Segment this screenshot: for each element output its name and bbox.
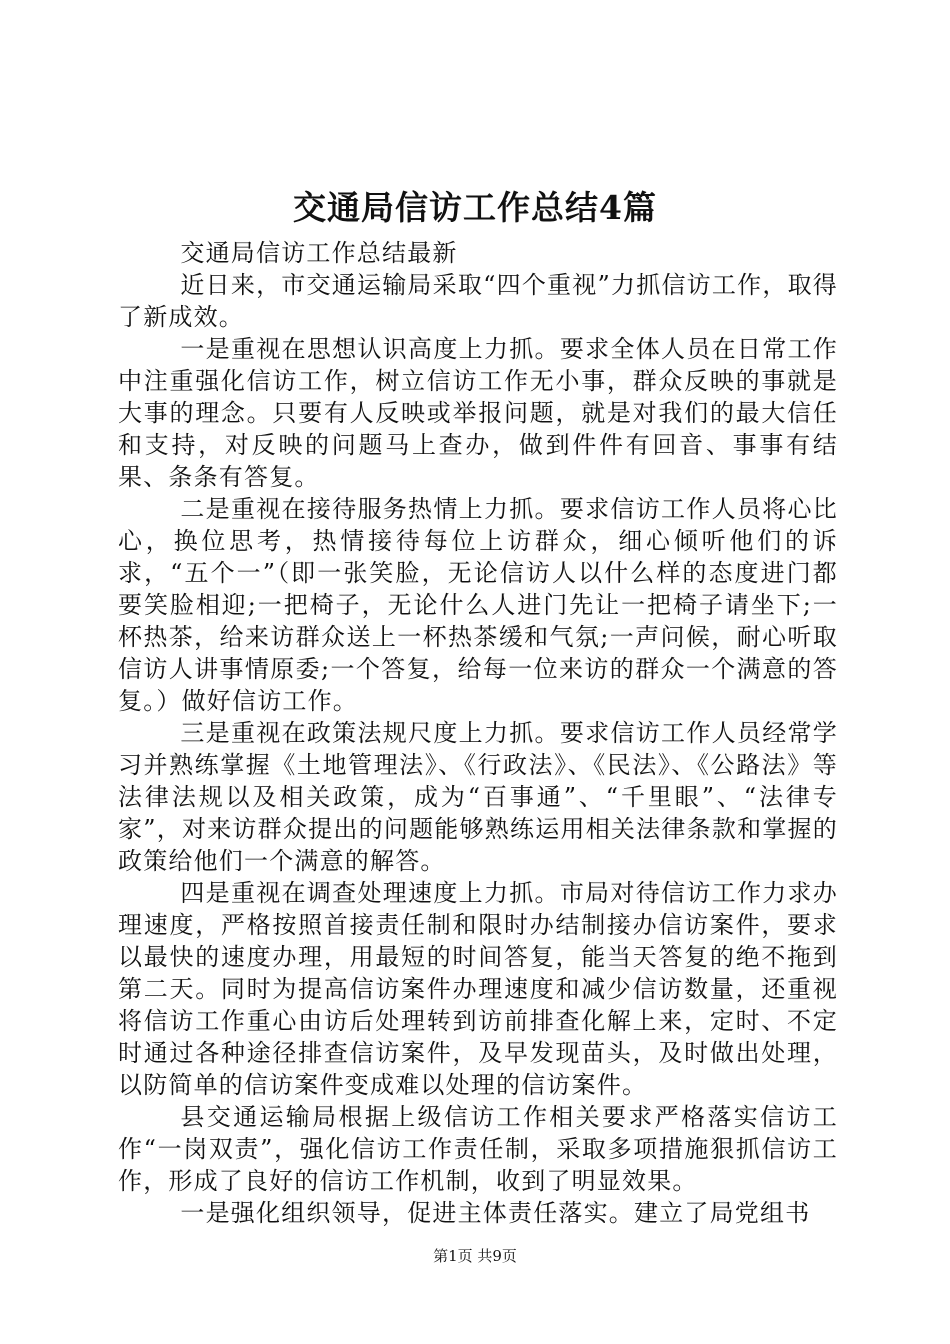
- paragraph-point-3: 三是重视在政策法规尺度上力抓。要求信访工作人员经常学习并熟练掌握《土地管理法》、《行政法》、《民法》、《公路法》等法律法规以及相关政策，成为“百事通”、“千里眼”、“法律专家”，对来访群众提出的问题能够熟练运用相关法律条款和掌握的政策给他们一个满意的解答。: [118, 719, 838, 875]
- paragraph-intro: 近日来，市交通运输局采取“四个重视”力抓信访工作，取得了新成效。: [118, 271, 838, 331]
- document-title: 交通局信访工作总结4篇: [293, 188, 657, 227]
- paragraph-county-summary: 县交通运输局根据上级信访工作相关要求严格落实信访工作“一岗双责”，强化信访工作责任制，采取多项措施狠抓信访工作，形成了良好的信访工作机制，收到了明显效果。: [118, 1103, 838, 1195]
- page-footer: 第1页 共9页: [433, 1247, 517, 1265]
- document-body: [118, 237, 838, 1229]
- paragraph-point-2: 二是重视在接待服务热情上力抓。要求信访工作人员将心比心，换位思考，热情接待每位上访群众，细心倾听他们的诉求，“五个一”（即一张笑脸，无论信访人以什么样的态度进门都要笑脸相迎;一把椅子，无论什么人进门先让一把椅子请坐下;一杯热茶，给来访群众送上一杯热茶缓和气氛;一声问候，耐心听取信访人讲事情原委;一个答复，给每一位来访的群众一个满意的答复。）做好信访工作。: [118, 495, 838, 715]
- paragraph-subtitle: 交通局信访工作总结最新: [180, 239, 458, 267]
- paragraph-point-4: 四是重视在调查处理速度上力抓。市局对待信访工作力求办理速度，严格按照首接责任制和限时办结制接办信访案件，要求以最快的速度办理，用最短的时间答复，能当天答复的绝不拖到第二天。同时为提高信访案件办理速度和减少信访数量，还重视将信访工作重心由访后处理转到访前排查化解上来，定时、不定时通过各种途径排查信访案件，及早发现苗头，及时做出处理，以防简单的信访案件变成难以处理的信访案件。: [118, 879, 838, 1099]
- paragraph-county-point-1: 一是强化组织领导，促进主体责任落实。建立了局党组书: [180, 1199, 811, 1227]
- paragraph-point-1: 一是重视在思想认识高度上力抓。要求全体人员在日常工作中注重强化信访工作，树立信访工作无小事，群众反映的事就是大事的理念。只要有人反映或举报问题，就是对我们的最大信任和支持，对反映的问题马上查办，做到件件有回音、事事有结果、条条有答复。: [118, 335, 838, 491]
